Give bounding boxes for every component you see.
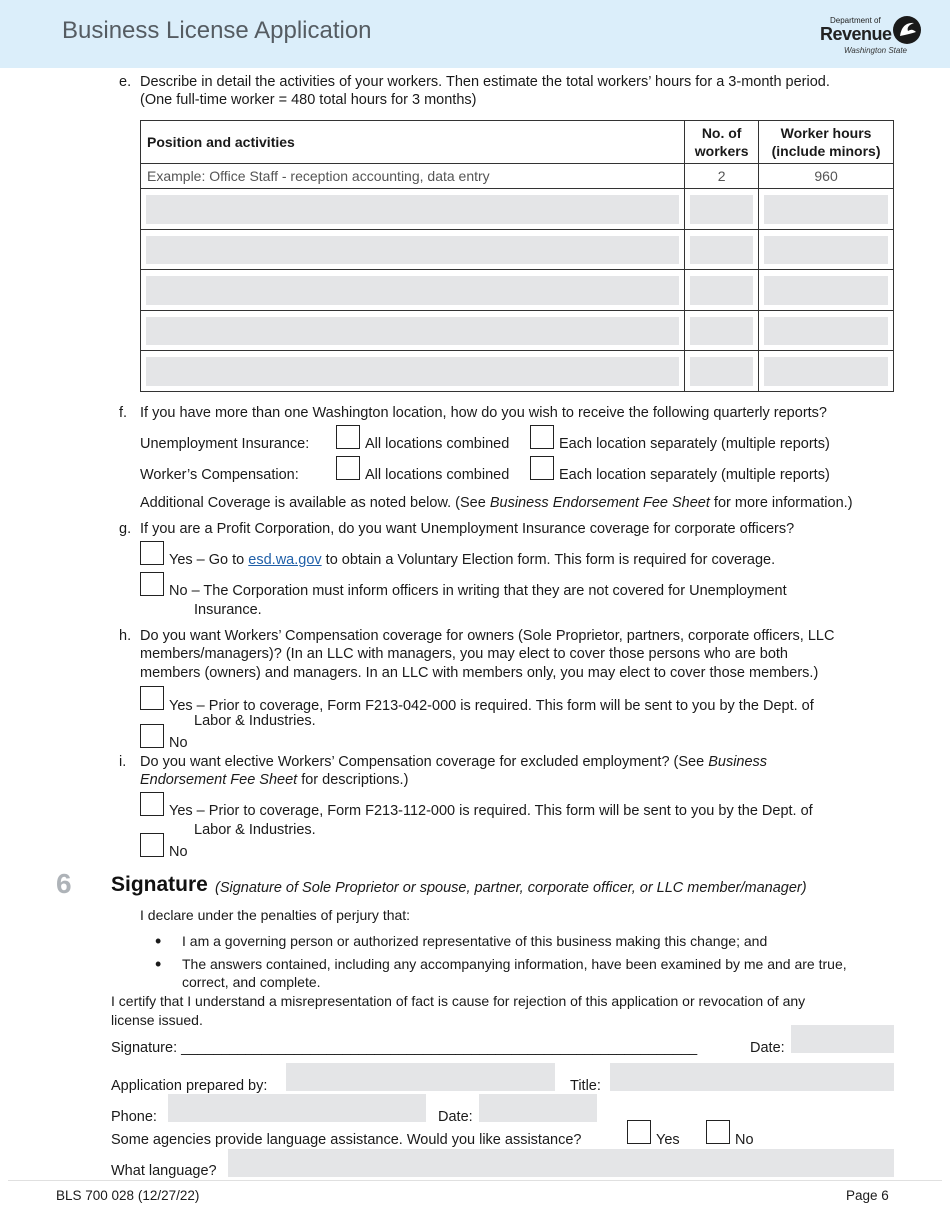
bullet-icon: • [155, 954, 162, 974]
q-e-line1: Describe in detail the activities of your workers. Then estimate the total workers’ hours for a 3-month period. [140, 74, 830, 90]
language-yes-label: Yes [656, 1132, 680, 1148]
ui-separate-label: Each location separately (multiple reports) [559, 436, 830, 452]
h-yes-label-cont: Labor & Industries. [194, 713, 316, 729]
logo-name-text: Revenue [820, 24, 892, 44]
example-workers: 2 [685, 164, 759, 189]
form-id: BLS 700 028 (12/27/22) [56, 1188, 200, 1203]
position-input[interactable] [146, 317, 679, 346]
language-no-label: No [735, 1132, 754, 1148]
i-yes-checkbox[interactable] [140, 792, 164, 816]
bullet1-text: I am a governing person or authorized representative of this business making this change; and [182, 933, 768, 949]
hours-input[interactable] [764, 357, 888, 386]
q-f-letter: f. [119, 405, 128, 421]
q-g-question: If you are a Profit Corporation, do you want Unemployment Insurance coverage for corporate officers? [140, 521, 795, 537]
table-row [141, 189, 894, 230]
ui-combined-checkbox[interactable] [336, 425, 360, 449]
wc-combined-label: All locations combined [365, 467, 510, 483]
q-e-letter: e. [119, 74, 132, 90]
workers-table [140, 120, 894, 392]
q-f-question: If you have more than one Washington location, how do you wish to receive the following quarterly reports? [140, 405, 827, 421]
phone-label: Phone: [111, 1109, 157, 1125]
position-input[interactable] [146, 195, 679, 224]
prepared-by-field[interactable] [286, 1063, 555, 1091]
g-no-label: No – The Corporation must inform officers in writing that they are not covered for Unemployment [169, 583, 787, 599]
q-i-line2: Endorsement Fee Sheet for descriptions.) [140, 772, 409, 788]
i-no-checkbox[interactable] [140, 833, 164, 857]
date2-field[interactable] [479, 1094, 597, 1122]
wc-separate-checkbox[interactable] [530, 456, 554, 480]
q-h-line2: members/managers)? (In an LLC with managers, you may elect to cover those persons who are both [140, 646, 788, 662]
hours-input[interactable] [764, 276, 888, 305]
additional-coverage-note: Additional Coverage is available as noted below. (See Business Endorsement Fee Sheet for more information.) [140, 495, 853, 511]
table-row [141, 351, 894, 392]
title-label: Title: [570, 1078, 601, 1094]
title-field[interactable] [610, 1063, 894, 1091]
bullet2-text: The answers contained, including any accompanying information, have been examined by me and are true, [182, 956, 847, 972]
ui-label: Unemployment Insurance: [140, 436, 310, 452]
declare-text: I declare under the penalties of perjury that: [140, 907, 411, 923]
col-hours-header: Worker hours (include minors) [759, 121, 894, 164]
washington-logo-icon [890, 14, 924, 46]
table-row [141, 229, 894, 270]
certify-text: I certify that I understand a misrepresentation of fact is cause for rejection of this application or revocation of any [111, 993, 806, 1009]
language-field[interactable] [228, 1149, 894, 1177]
section-number: 6 [56, 868, 72, 899]
page-number: Page 6 [846, 1188, 889, 1203]
phone-field[interactable] [168, 1094, 426, 1122]
prepared-by-label: Application prepared by: [111, 1078, 268, 1094]
workers-input[interactable] [690, 276, 753, 305]
i-no-label: No [169, 844, 188, 860]
i-yes-label: Yes – Prior to coverage, Form F213-112-000 is required. This form will be sent to you by the Dept. of [169, 803, 813, 819]
table-row [141, 270, 894, 311]
position-input[interactable] [146, 276, 679, 305]
h-yes-label: Yes – Prior to coverage, Form F213-042-000 is required. This form will be sent to you by the Dept. of [169, 698, 814, 714]
q-h-letter: h. [119, 628, 132, 644]
q-e-line2: (One full-time worker = 480 total hours for 3 months) [140, 92, 477, 108]
ui-combined-label: All locations combined [365, 436, 510, 452]
certify-text-cont: license issued. [111, 1012, 203, 1028]
col-position-header: Position and activities [141, 121, 685, 164]
language-question: Some agencies provide language assistance. Would you like assistance? [111, 1132, 582, 1148]
g-no-checkbox[interactable] [140, 572, 164, 596]
q-h-line3: members (owners) and managers. In an LLC with members only, you may elect to cover those members.) [140, 665, 819, 681]
g-yes-label: Yes – Go to esd.wa.gov to obtain a Voluntary Election form. This form is required for coverage. [169, 552, 776, 568]
position-input[interactable] [146, 236, 679, 265]
example-hours: 960 [759, 164, 894, 189]
section-subtitle: (Signature of Sole Proprietor or spouse, partner, corporate officer, or LLC member/manager) [215, 880, 807, 896]
wc-combined-checkbox[interactable] [336, 456, 360, 480]
logo-dept-text: Department of [830, 16, 881, 25]
h-no-label: No [169, 735, 188, 751]
logo-state-text: Washington State [844, 46, 908, 55]
section-title: Signature [111, 873, 208, 896]
footer-divider [8, 1180, 942, 1181]
q-h-line1: Do you want Workers’ Compensation coverage for owners (Sole Proprietor, partners, corporate officers, LLC [140, 628, 835, 644]
date-label: Date: [750, 1040, 785, 1056]
esd-link[interactable]: esd.wa.gov [248, 552, 322, 568]
table-row [141, 310, 894, 351]
h-no-checkbox[interactable] [140, 724, 164, 748]
hours-input[interactable] [764, 236, 888, 265]
ui-separate-checkbox[interactable] [530, 425, 554, 449]
wc-separate-label: Each location separately (multiple reports) [559, 467, 830, 483]
language-no-checkbox[interactable] [706, 1120, 730, 1144]
g-yes-checkbox[interactable] [140, 541, 164, 565]
h-yes-checkbox[interactable] [140, 686, 164, 710]
date-field[interactable] [791, 1025, 894, 1053]
table-row-example [141, 164, 894, 189]
wc-label: Worker’s Compensation: [140, 467, 299, 483]
dor-logo [818, 14, 928, 58]
page-title: Business License Application [62, 17, 372, 44]
workers-input[interactable] [690, 317, 753, 346]
i-yes-label-cont: Labor & Industries. [194, 822, 316, 838]
signature-line[interactable]: Signature: ________________________________________________________________ [111, 1040, 698, 1056]
language-yes-checkbox[interactable] [627, 1120, 651, 1144]
hours-input[interactable] [764, 317, 888, 346]
example-position: Example: Office Staff - reception accounting, data entry [141, 164, 685, 189]
workers-input[interactable] [690, 357, 753, 386]
col-workers-header: No. of workers [685, 121, 759, 164]
g-no-label-cont: Insurance. [194, 602, 262, 618]
workers-input[interactable] [690, 195, 753, 224]
date2-label: Date: [438, 1109, 473, 1125]
position-input[interactable] [146, 357, 679, 386]
what-language-label: What language? [111, 1163, 217, 1179]
q-i-line1: Do you want elective Workers’ Compensation coverage for excluded employment? (See Business [140, 754, 768, 770]
bullet2-text-cont: correct, and complete. [182, 974, 321, 990]
workers-input[interactable] [690, 236, 753, 265]
hours-input[interactable] [764, 195, 888, 224]
q-i-letter: i. [119, 754, 127, 770]
bullet-icon: • [155, 931, 162, 951]
q-g-letter: g. [119, 521, 132, 537]
